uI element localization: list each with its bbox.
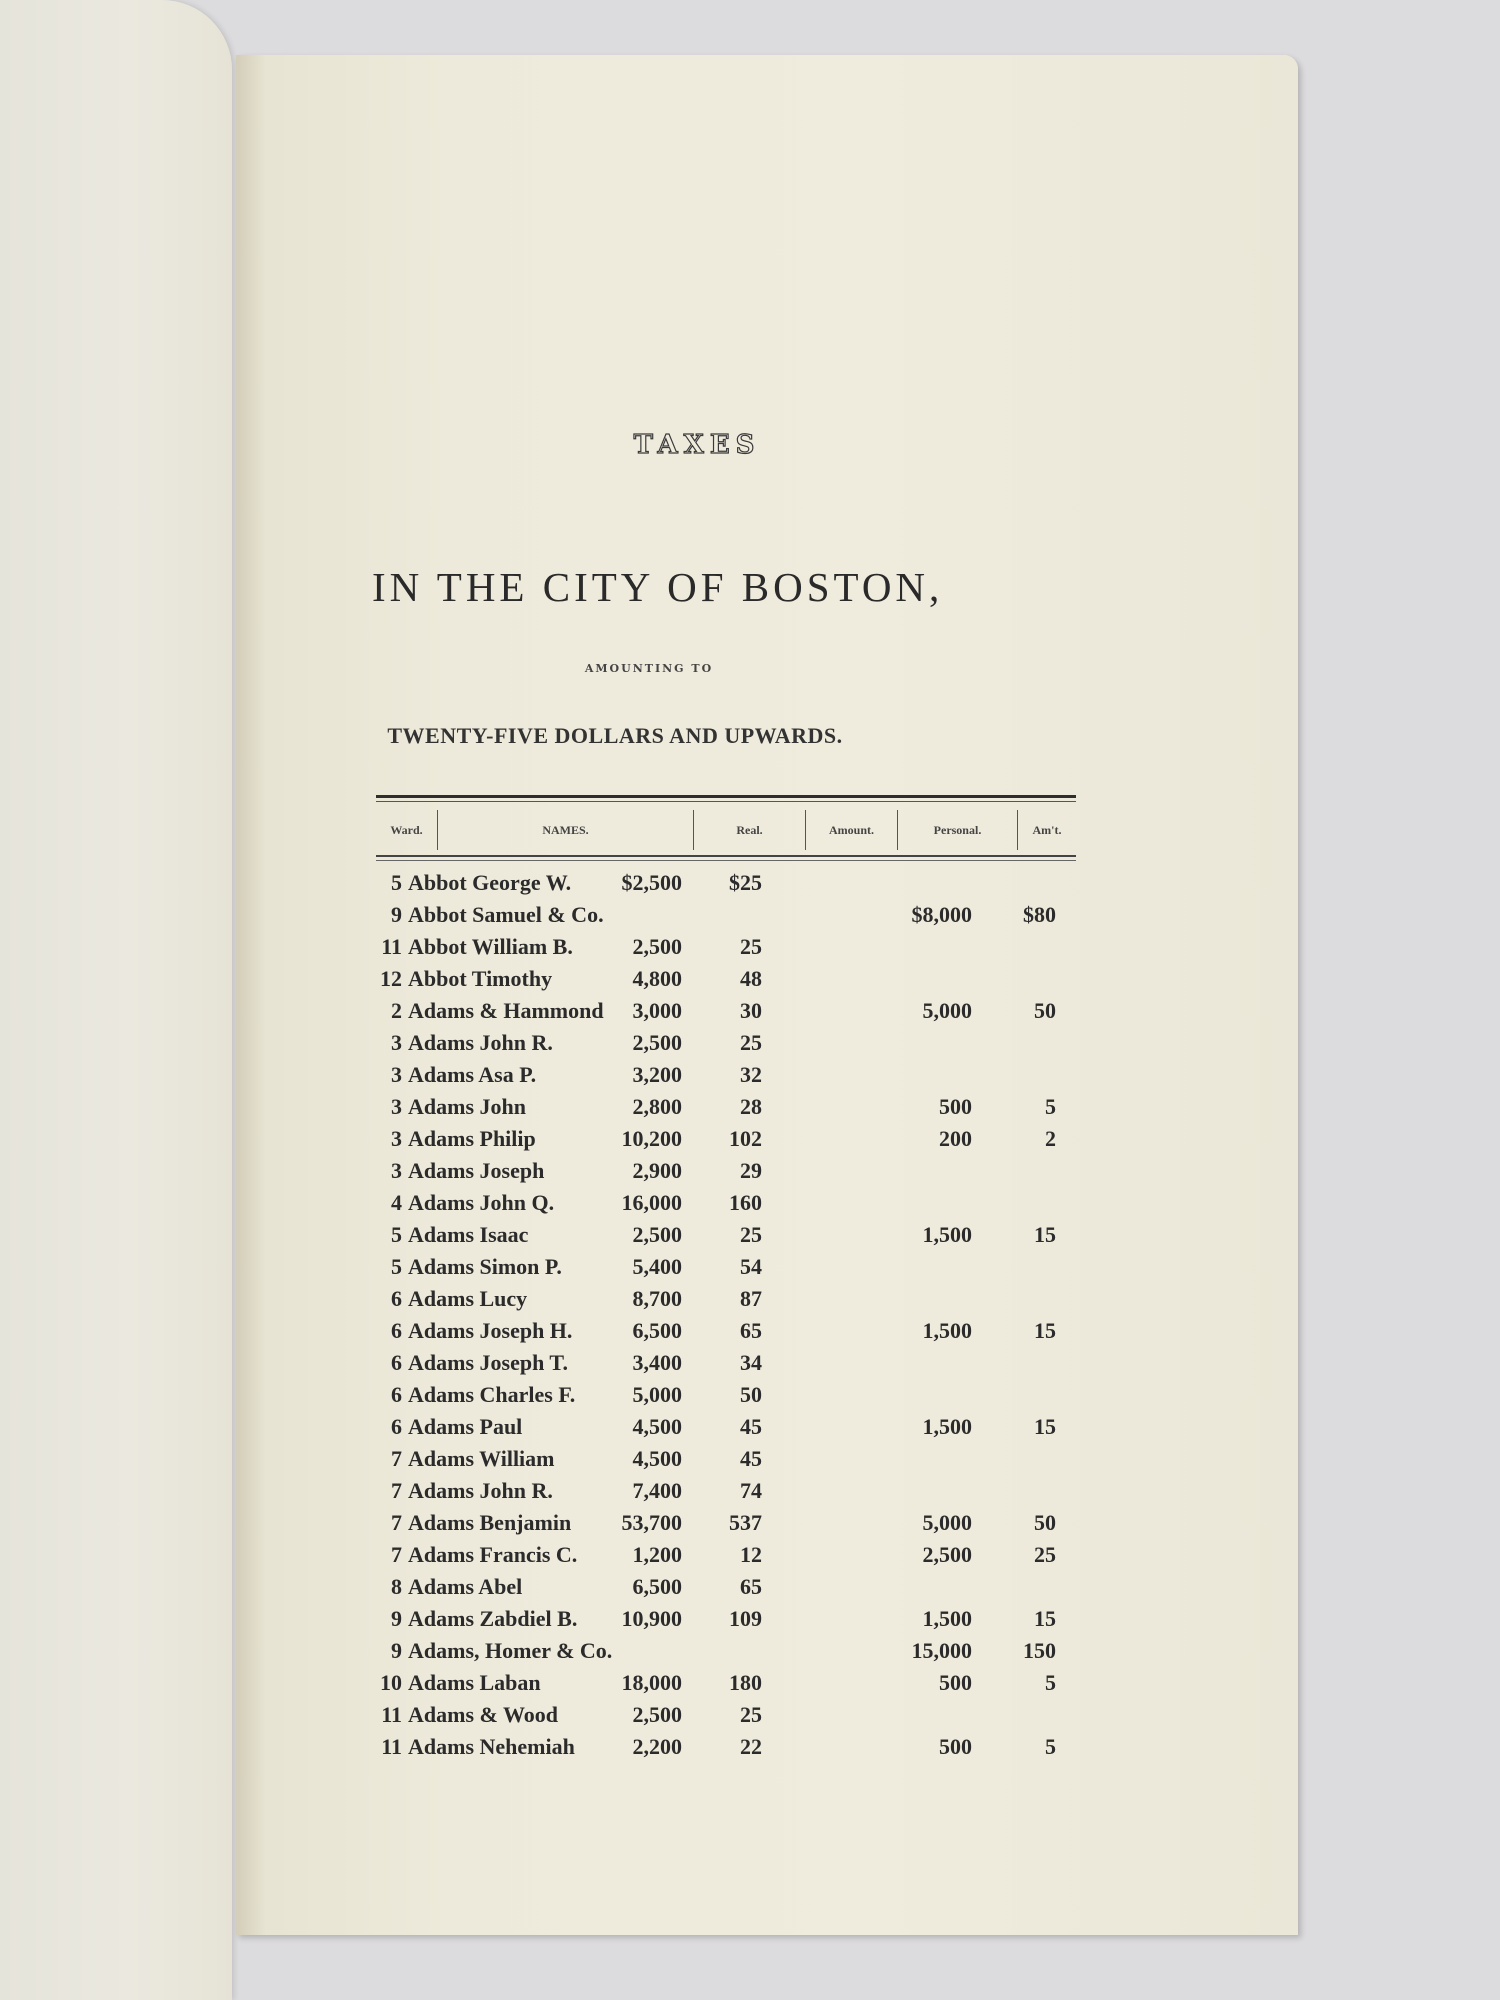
name-cell: Adams & Hammond — [408, 998, 604, 1023]
ward-cell: 10 — [380, 1670, 402, 1695]
personal-amount-cell: 25 — [1034, 1542, 1056, 1567]
ward-cell: 3 — [391, 1030, 402, 1055]
personal-value-cell: 5,000 — [922, 1510, 972, 1535]
real-amount-cell: 45 — [740, 1414, 762, 1439]
name-cell: Adams Paul — [408, 1414, 523, 1439]
real-value-cell: 2,500 — [632, 1702, 682, 1727]
real-value-cell: 3,200 — [632, 1062, 682, 1087]
gutter-shadow — [236, 55, 266, 1935]
table-row — [376, 1542, 1096, 1574]
real-value-cell: 10,900 — [621, 1606, 682, 1631]
name-cell: Adams Charles F. — [408, 1382, 576, 1407]
ward-cell: 11 — [381, 1734, 402, 1759]
real-amount-cell: 30 — [740, 998, 762, 1023]
ward-cell: 9 — [391, 1606, 402, 1631]
personal-amount-cell: 150 — [1023, 1638, 1056, 1663]
real-value-cell: 5,000 — [632, 1382, 682, 1407]
ward-cell: 4 — [391, 1190, 402, 1215]
real-amount-cell: 65 — [740, 1574, 762, 1599]
table-row — [376, 1670, 1096, 1702]
table-row — [376, 1126, 1096, 1158]
real-value-cell: 2,200 — [632, 1734, 682, 1759]
ward-cell: 6 — [391, 1286, 402, 1311]
real-amount-cell: 537 — [729, 1510, 762, 1535]
real-value-cell: 2,500 — [632, 934, 682, 959]
ward-cell: 6 — [391, 1350, 402, 1375]
ward-cell: 6 — [391, 1382, 402, 1407]
name-cell: Adams Joseph H. — [408, 1318, 573, 1343]
ward-cell: 7 — [391, 1542, 402, 1567]
ward-cell: 3 — [391, 1126, 402, 1151]
real-amount-cell: 87 — [740, 1286, 762, 1311]
table-row — [376, 1318, 1096, 1350]
name-cell: Adams Isaac — [408, 1222, 529, 1247]
left-page — [0, 0, 232, 2000]
personal-value-cell: 5,000 — [922, 998, 972, 1023]
real-value-cell: 3,000 — [632, 998, 682, 1023]
name-cell: Adams Laban — [408, 1670, 541, 1695]
real-value-cell: 3,400 — [632, 1350, 682, 1375]
real-amount-cell: 34 — [740, 1350, 762, 1375]
personal-amount-cell: 15 — [1034, 1222, 1056, 1247]
header-rule-top-thin — [376, 801, 1076, 802]
table-row — [376, 1030, 1096, 1062]
personal-value-cell: 500 — [939, 1094, 972, 1119]
name-cell: Abbot William B. — [408, 934, 573, 959]
name-cell: Adams William — [408, 1446, 555, 1471]
personal-value-cell: 1,500 — [922, 1606, 972, 1631]
table-row — [376, 998, 1096, 1030]
ward-cell: 8 — [391, 1574, 402, 1599]
real-value-cell: 4,500 — [632, 1446, 682, 1471]
real-amount-cell: 32 — [740, 1062, 762, 1087]
connector-text: AMOUNTING TO — [584, 662, 714, 675]
name-cell: Adams John R. — [408, 1478, 553, 1503]
real-amount-cell: 45 — [740, 1446, 762, 1471]
real-amount-cell: 48 — [740, 966, 762, 991]
table-row — [376, 966, 1096, 998]
ward-cell: 11 — [381, 1702, 402, 1727]
personal-value-cell: 1,500 — [922, 1318, 972, 1343]
real-value-cell: 8,700 — [632, 1286, 682, 1311]
real-value-cell: 10,200 — [621, 1126, 682, 1151]
personal-value-cell: 1,500 — [922, 1222, 972, 1247]
table-row — [376, 1062, 1096, 1094]
real-amount-cell: 102 — [729, 1126, 762, 1151]
table-row — [376, 1638, 1096, 1670]
real-value-cell: 6,500 — [632, 1574, 682, 1599]
real-value-cell: 5,400 — [632, 1254, 682, 1279]
page-heading: TAXES — [633, 430, 761, 460]
ward-cell: 7 — [391, 1446, 402, 1471]
name-cell: Adams John Q. — [408, 1190, 555, 1215]
personal-amount-cell: $80 — [1023, 902, 1056, 927]
table-row — [376, 870, 1096, 902]
table-row — [376, 1222, 1096, 1254]
name-cell: Adams John — [408, 1094, 526, 1119]
personal-amount-cell: 15 — [1034, 1606, 1056, 1631]
real-amount-cell: 25 — [740, 1702, 762, 1727]
real-value-cell: 7,400 — [632, 1478, 682, 1503]
table-row — [376, 1254, 1096, 1286]
column-header-ward: Ward. — [376, 810, 438, 850]
table-row — [376, 1158, 1096, 1190]
real-amount-cell: 54 — [740, 1254, 762, 1279]
table-row — [376, 1286, 1096, 1318]
table-row — [376, 934, 1096, 966]
table-row — [376, 1414, 1096, 1446]
real-amount-cell: 109 — [729, 1606, 762, 1631]
real-value-cell: 2,500 — [632, 1222, 682, 1247]
personal-value-cell: 500 — [939, 1734, 972, 1759]
table-row — [376, 1606, 1096, 1638]
real-value-cell: 16,000 — [621, 1190, 682, 1215]
name-cell: Adams & Wood — [408, 1702, 558, 1727]
table-row — [376, 1350, 1096, 1382]
tax-table-body — [376, 870, 1096, 1766]
real-amount-cell: 50 — [740, 1382, 762, 1407]
ward-cell: 2 — [391, 998, 402, 1023]
ward-cell: 7 — [391, 1510, 402, 1535]
ward-cell: 5 — [391, 870, 402, 895]
real-amount-cell: 25 — [740, 1222, 762, 1247]
personal-amount-cell: 5 — [1045, 1734, 1056, 1759]
personal-amount-cell: 50 — [1034, 1510, 1056, 1535]
personal-value-cell: $8,000 — [911, 902, 972, 927]
column-header-amount: Amount. — [806, 810, 898, 850]
personal-value-cell: 500 — [939, 1670, 972, 1695]
real-value-cell: 6,500 — [632, 1318, 682, 1343]
column-header-personal: Personal. — [898, 810, 1018, 850]
ward-cell: 3 — [391, 1062, 402, 1087]
name-cell: Abbot George W. — [408, 870, 572, 895]
real-value-cell: 2,500 — [632, 1030, 682, 1055]
table-row — [376, 1734, 1096, 1766]
ward-cell: 11 — [381, 934, 402, 959]
name-cell: Adams John R. — [408, 1030, 553, 1055]
personal-amount-cell: 5 — [1045, 1094, 1056, 1119]
name-cell: Adams Philip — [408, 1126, 536, 1151]
column-header-real: Real. — [694, 810, 806, 850]
personal-amount-cell: 15 — [1034, 1414, 1056, 1439]
ward-cell: 7 — [391, 1478, 402, 1503]
name-cell: Abbot Timothy — [408, 966, 553, 991]
real-amount-cell: 25 — [740, 1030, 762, 1055]
real-value-cell: 4,800 — [632, 966, 682, 991]
ward-cell: 6 — [391, 1414, 402, 1439]
ward-cell: 5 — [391, 1222, 402, 1247]
personal-value-cell: 1,500 — [922, 1414, 972, 1439]
real-value-cell: 4,500 — [632, 1414, 682, 1439]
table-row — [376, 1094, 1096, 1126]
name-cell: Adams Joseph T. — [408, 1350, 568, 1375]
real-value-cell: 18,000 — [621, 1670, 682, 1695]
table-row — [376, 1702, 1096, 1734]
ward-cell: 6 — [391, 1318, 402, 1343]
name-cell: Adams Abel — [408, 1574, 523, 1599]
real-amount-cell: 74 — [740, 1478, 762, 1503]
real-amount-cell: 180 — [729, 1670, 762, 1695]
table-row — [376, 1446, 1096, 1478]
real-amount-cell: 160 — [729, 1190, 762, 1215]
ward-cell: 12 — [380, 966, 402, 991]
header-rule-top — [376, 795, 1076, 798]
table-row — [376, 1382, 1096, 1414]
real-amount-cell: 28 — [740, 1094, 762, 1119]
threshold-text: TWENTY-FIVE DOLLARS AND UPWARDS. — [387, 723, 843, 748]
personal-value-cell: 2,500 — [922, 1542, 972, 1567]
real-amount-cell: 22 — [740, 1734, 762, 1759]
name-cell: Abbot Samuel & Co. — [408, 902, 604, 927]
ward-cell: 9 — [391, 902, 402, 927]
real-amount-cell: 29 — [740, 1158, 762, 1183]
ward-cell: 5 — [391, 1254, 402, 1279]
name-cell: Adams Simon P. — [408, 1254, 562, 1279]
name-cell: Adams Lucy — [408, 1286, 528, 1311]
table-row — [376, 902, 1096, 934]
real-value-cell: 2,900 — [632, 1158, 682, 1183]
ward-cell: 3 — [391, 1094, 402, 1119]
personal-amount-cell: 2 — [1045, 1126, 1056, 1151]
name-cell: Adams Asa P. — [408, 1062, 537, 1087]
name-cell: Adams Joseph — [408, 1158, 545, 1183]
real-amount-cell: $25 — [729, 870, 762, 895]
table-header — [376, 795, 1076, 863]
name-cell: Adams Francis C. — [408, 1542, 578, 1567]
personal-amount-cell: 5 — [1045, 1670, 1056, 1695]
real-amount-cell: 12 — [740, 1542, 762, 1567]
real-amount-cell: 25 — [740, 934, 762, 959]
real-value-cell: $2,500 — [621, 870, 682, 895]
table-row — [376, 1478, 1096, 1510]
name-cell: Adams Zabdiel B. — [408, 1606, 578, 1631]
table-row — [376, 1510, 1096, 1542]
table-row — [376, 1190, 1096, 1222]
ward-cell: 3 — [391, 1158, 402, 1183]
real-value-cell: 53,700 — [621, 1510, 682, 1535]
personal-amount-cell: 15 — [1034, 1318, 1056, 1343]
name-cell: Adams Benjamin — [408, 1510, 572, 1535]
name-cell: Adams Nehemiah — [408, 1734, 575, 1759]
personal-value-cell: 200 — [939, 1126, 972, 1151]
right-page — [236, 55, 1298, 1935]
real-value-cell: 1,200 — [632, 1542, 682, 1567]
personal-amount-cell: 50 — [1034, 998, 1056, 1023]
real-amount-cell: 65 — [740, 1318, 762, 1343]
personal-value-cell: 15,000 — [911, 1638, 972, 1663]
real-value-cell: 2,800 — [632, 1094, 682, 1119]
column-header-amt: Am't. — [1032, 823, 1062, 837]
header-rule-bottom-thin — [376, 860, 1076, 861]
name-cell: Adams, Homer & Co. — [408, 1638, 613, 1663]
table-row — [376, 1574, 1096, 1606]
page-subheading: IN THE CITY OF BOSTON, — [372, 564, 944, 610]
ward-cell: 9 — [391, 1638, 402, 1663]
column-header-names: NAMES. — [438, 810, 694, 850]
header-rule-bottom — [376, 855, 1076, 857]
